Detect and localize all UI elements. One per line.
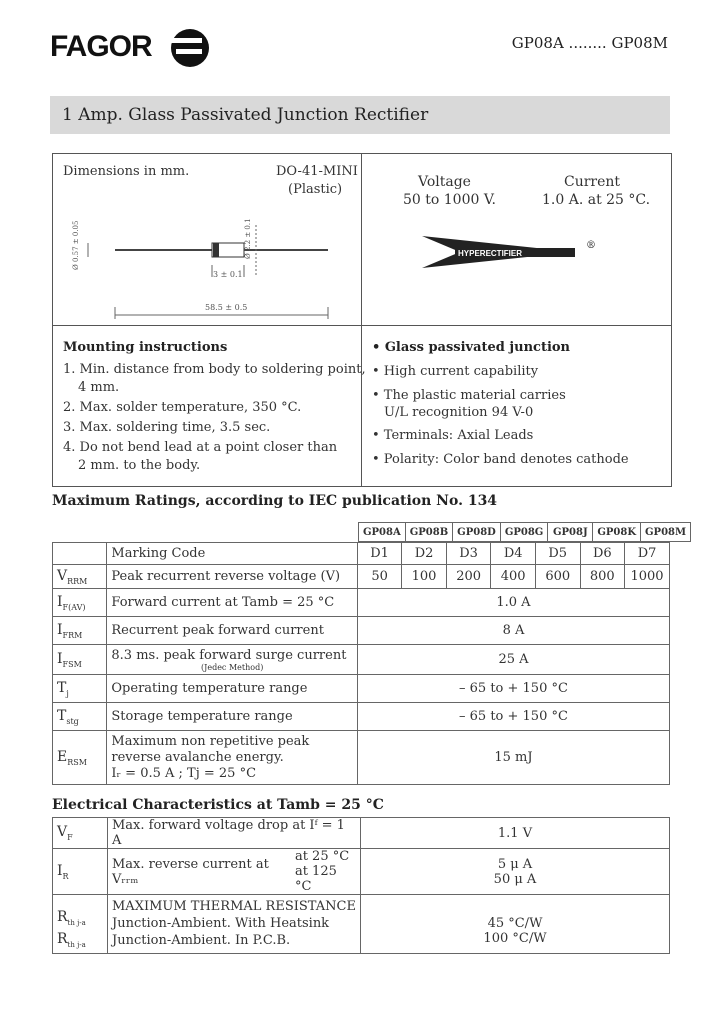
- symbol: V: [57, 824, 68, 841]
- marking-code-label: Marking Code: [107, 543, 358, 565]
- row-description: 8.3 ms. peak forward surge current: [111, 647, 347, 663]
- marking-code: D4: [491, 543, 536, 565]
- electrical-title: Electrical Characteristics at Tamb = 25 °C: [52, 797, 384, 813]
- table-row: [53, 589, 670, 617]
- symbol: R: [57, 930, 68, 947]
- symbol-sub: R: [62, 871, 69, 881]
- vrrm-value: 100: [402, 565, 447, 589]
- feature-item: • Terminals: Axial Leads: [372, 428, 534, 443]
- brand-logo-text: FAGOR: [50, 30, 152, 63]
- dim-lead-text: Ø 0.57 ± 0.05: [72, 220, 80, 270]
- symbol: T: [57, 707, 67, 724]
- row-description: Maximum non repetitive peak: [111, 733, 310, 749]
- voltage-label: Voltage: [418, 174, 471, 190]
- vrrm-value: 50: [357, 565, 401, 589]
- row-value: 1.0 A: [357, 589, 669, 617]
- row-description: Operating temperature range: [107, 675, 358, 703]
- marking-code: D3: [446, 543, 491, 565]
- symbol: V: [57, 567, 68, 584]
- vrrm-value: 200: [446, 565, 491, 589]
- symbol-sub: FSM: [62, 659, 82, 669]
- part-header: GP08A: [359, 523, 406, 542]
- row-value: 25 A: [357, 645, 669, 675]
- dim-body-length-text: 3 ± 0.1: [213, 270, 243, 279]
- feature-item: • Polarity: Color band denotes cathode: [372, 452, 629, 467]
- row-description: Peak recurrent reverse voltage (V): [107, 565, 358, 589]
- title-bar: [50, 96, 670, 134]
- row-value: – 65 to + 150 °C: [357, 675, 669, 703]
- row-description: MAXIMUM THERMAL RESISTANCE: [112, 899, 356, 915]
- marking-code: D6: [580, 543, 625, 565]
- package-name: DO-41-MINI: [276, 164, 358, 179]
- row-value: – 65 to + 150 °C: [357, 703, 669, 731]
- condition: at 25 °C: [294, 849, 350, 864]
- part-header: GP08J: [548, 523, 593, 542]
- symbol-sub: RRM: [67, 576, 88, 586]
- table-row: [53, 895, 670, 954]
- divider-horizontal: [52, 325, 671, 326]
- hyperectifier-text: HYPERECTIFIER: [458, 249, 523, 258]
- symbol-sub: th j-a: [67, 918, 86, 927]
- current-label: Current: [564, 174, 621, 190]
- diode-dimension-drawing: [60, 195, 360, 320]
- dim-body-diameter-text: Ø 2.2 ± 0.1: [244, 218, 252, 259]
- table-row: [53, 617, 670, 645]
- part-header: GP08G: [500, 523, 548, 542]
- symbol-sub: FRM: [62, 630, 83, 640]
- symbol: E: [57, 748, 68, 765]
- marking-code: D7: [625, 543, 670, 565]
- electrical-table: [52, 817, 670, 954]
- row-value: 50 μ A: [493, 871, 537, 887]
- table-row: [53, 565, 670, 589]
- symbol: I: [57, 650, 63, 667]
- page-title: 1 Amp. Glass Passivated Junction Rectifier: [62, 105, 429, 125]
- row-description: Junction-Ambient. In P.C.B.: [112, 933, 291, 949]
- symbol: R: [57, 909, 68, 925]
- current-value: 1.0 A. at 25 °C.: [542, 192, 651, 208]
- dimensions-label: Dimensions in mm.: [63, 164, 190, 179]
- row-description: Iᵣ = 0.5 A ; Tj = 25 °C: [111, 765, 257, 781]
- dim-total-length-text: 58.5 ± 0.5: [205, 303, 248, 312]
- condition: at 125 °C: [294, 864, 337, 894]
- registered-mark: ®: [586, 240, 596, 251]
- feature-item: U/L recognition 94 V-0: [384, 405, 534, 420]
- row-description: Storage temperature range: [107, 703, 358, 731]
- row-value: 45 °C/W: [487, 915, 543, 931]
- mounting-item: 2. Max. solder temperature, 350 °C.: [63, 400, 302, 415]
- symbol-sub: F(AV): [62, 602, 86, 612]
- vrrm-value: 600: [535, 565, 580, 589]
- marking-code: D2: [402, 543, 447, 565]
- mounting-item: 1. Min. distance from body to soldering point,: [63, 362, 366, 377]
- symbol: I: [57, 621, 63, 638]
- row-value: 1.1 V: [361, 818, 670, 849]
- part-header: GP08K: [593, 523, 641, 542]
- symbol-sub: th j-a: [67, 940, 86, 949]
- feature-item: • The plastic material carries: [372, 388, 566, 403]
- row-description: Max. forward voltage drop at Iᶠ = 1 A: [108, 818, 361, 849]
- row-description: Recurrent peak forward current: [107, 617, 358, 645]
- voltage-value: 50 to 1000 V.: [403, 192, 496, 208]
- part-header: GP08D: [453, 523, 501, 542]
- table-row: [53, 849, 670, 895]
- part-header: GP08B: [405, 523, 452, 542]
- symbol-sub: RSM: [67, 757, 87, 767]
- table-row: [53, 675, 670, 703]
- row-value: 5 μ A: [497, 856, 533, 872]
- row-description: Forward current at Tamb = 25 °C: [107, 589, 358, 617]
- row-value: 15 mJ: [357, 731, 669, 785]
- marking-code: D1: [357, 543, 401, 565]
- row-value: 8 A: [357, 617, 669, 645]
- symbol-sub: F: [67, 832, 73, 842]
- mounting-item: 4. Do not bend lead at a point closer than: [63, 440, 338, 455]
- brand-logo-icon: [170, 28, 210, 68]
- table-row: [53, 703, 670, 731]
- part-range: GP08A ........ GP08M: [511, 34, 668, 52]
- table-row: [53, 731, 670, 785]
- part-header-table: [358, 522, 691, 542]
- package-sub: (Plastic): [288, 182, 343, 197]
- table-row: [53, 818, 670, 849]
- hyperectifier-logo: [420, 232, 600, 272]
- mounting-title: Mounting instructions: [63, 340, 228, 355]
- table-row: [53, 645, 670, 675]
- part-header: GP08M: [641, 523, 691, 542]
- symbol: I: [57, 862, 63, 879]
- symbol-sub: j: [66, 688, 69, 698]
- symbol: T: [57, 679, 67, 696]
- max-ratings-table: [52, 542, 670, 785]
- marking-code: D5: [535, 543, 580, 565]
- row-description: Max. reverse current at Vᵣᵣₘ: [112, 856, 269, 887]
- vrrm-value: 1000: [625, 565, 670, 589]
- row-note: (Jedec Method): [201, 662, 264, 672]
- symbol-sub: stg: [66, 716, 79, 726]
- row-value: 100 °C/W: [483, 930, 547, 946]
- mounting-item: 2 mm. to the body.: [78, 458, 201, 473]
- mounting-item: 3. Max. soldering time, 3.5 sec.: [63, 420, 271, 435]
- row-description: Junction-Ambient. With Heatsink: [112, 916, 330, 932]
- vrrm-value: 400: [491, 565, 536, 589]
- mounting-item: 4 mm.: [78, 380, 120, 395]
- max-ratings-title: Maximum Ratings, according to IEC publication No. 134: [52, 493, 498, 509]
- feature-item: • High current capability: [372, 364, 539, 379]
- table-row: [53, 543, 670, 565]
- divider-vertical: [361, 153, 362, 486]
- row-description: reverse avalanche energy.: [111, 749, 284, 765]
- vrrm-value: 800: [580, 565, 625, 589]
- symbol: I: [57, 593, 63, 610]
- feature-item: • Glass passivated junction: [372, 340, 571, 355]
